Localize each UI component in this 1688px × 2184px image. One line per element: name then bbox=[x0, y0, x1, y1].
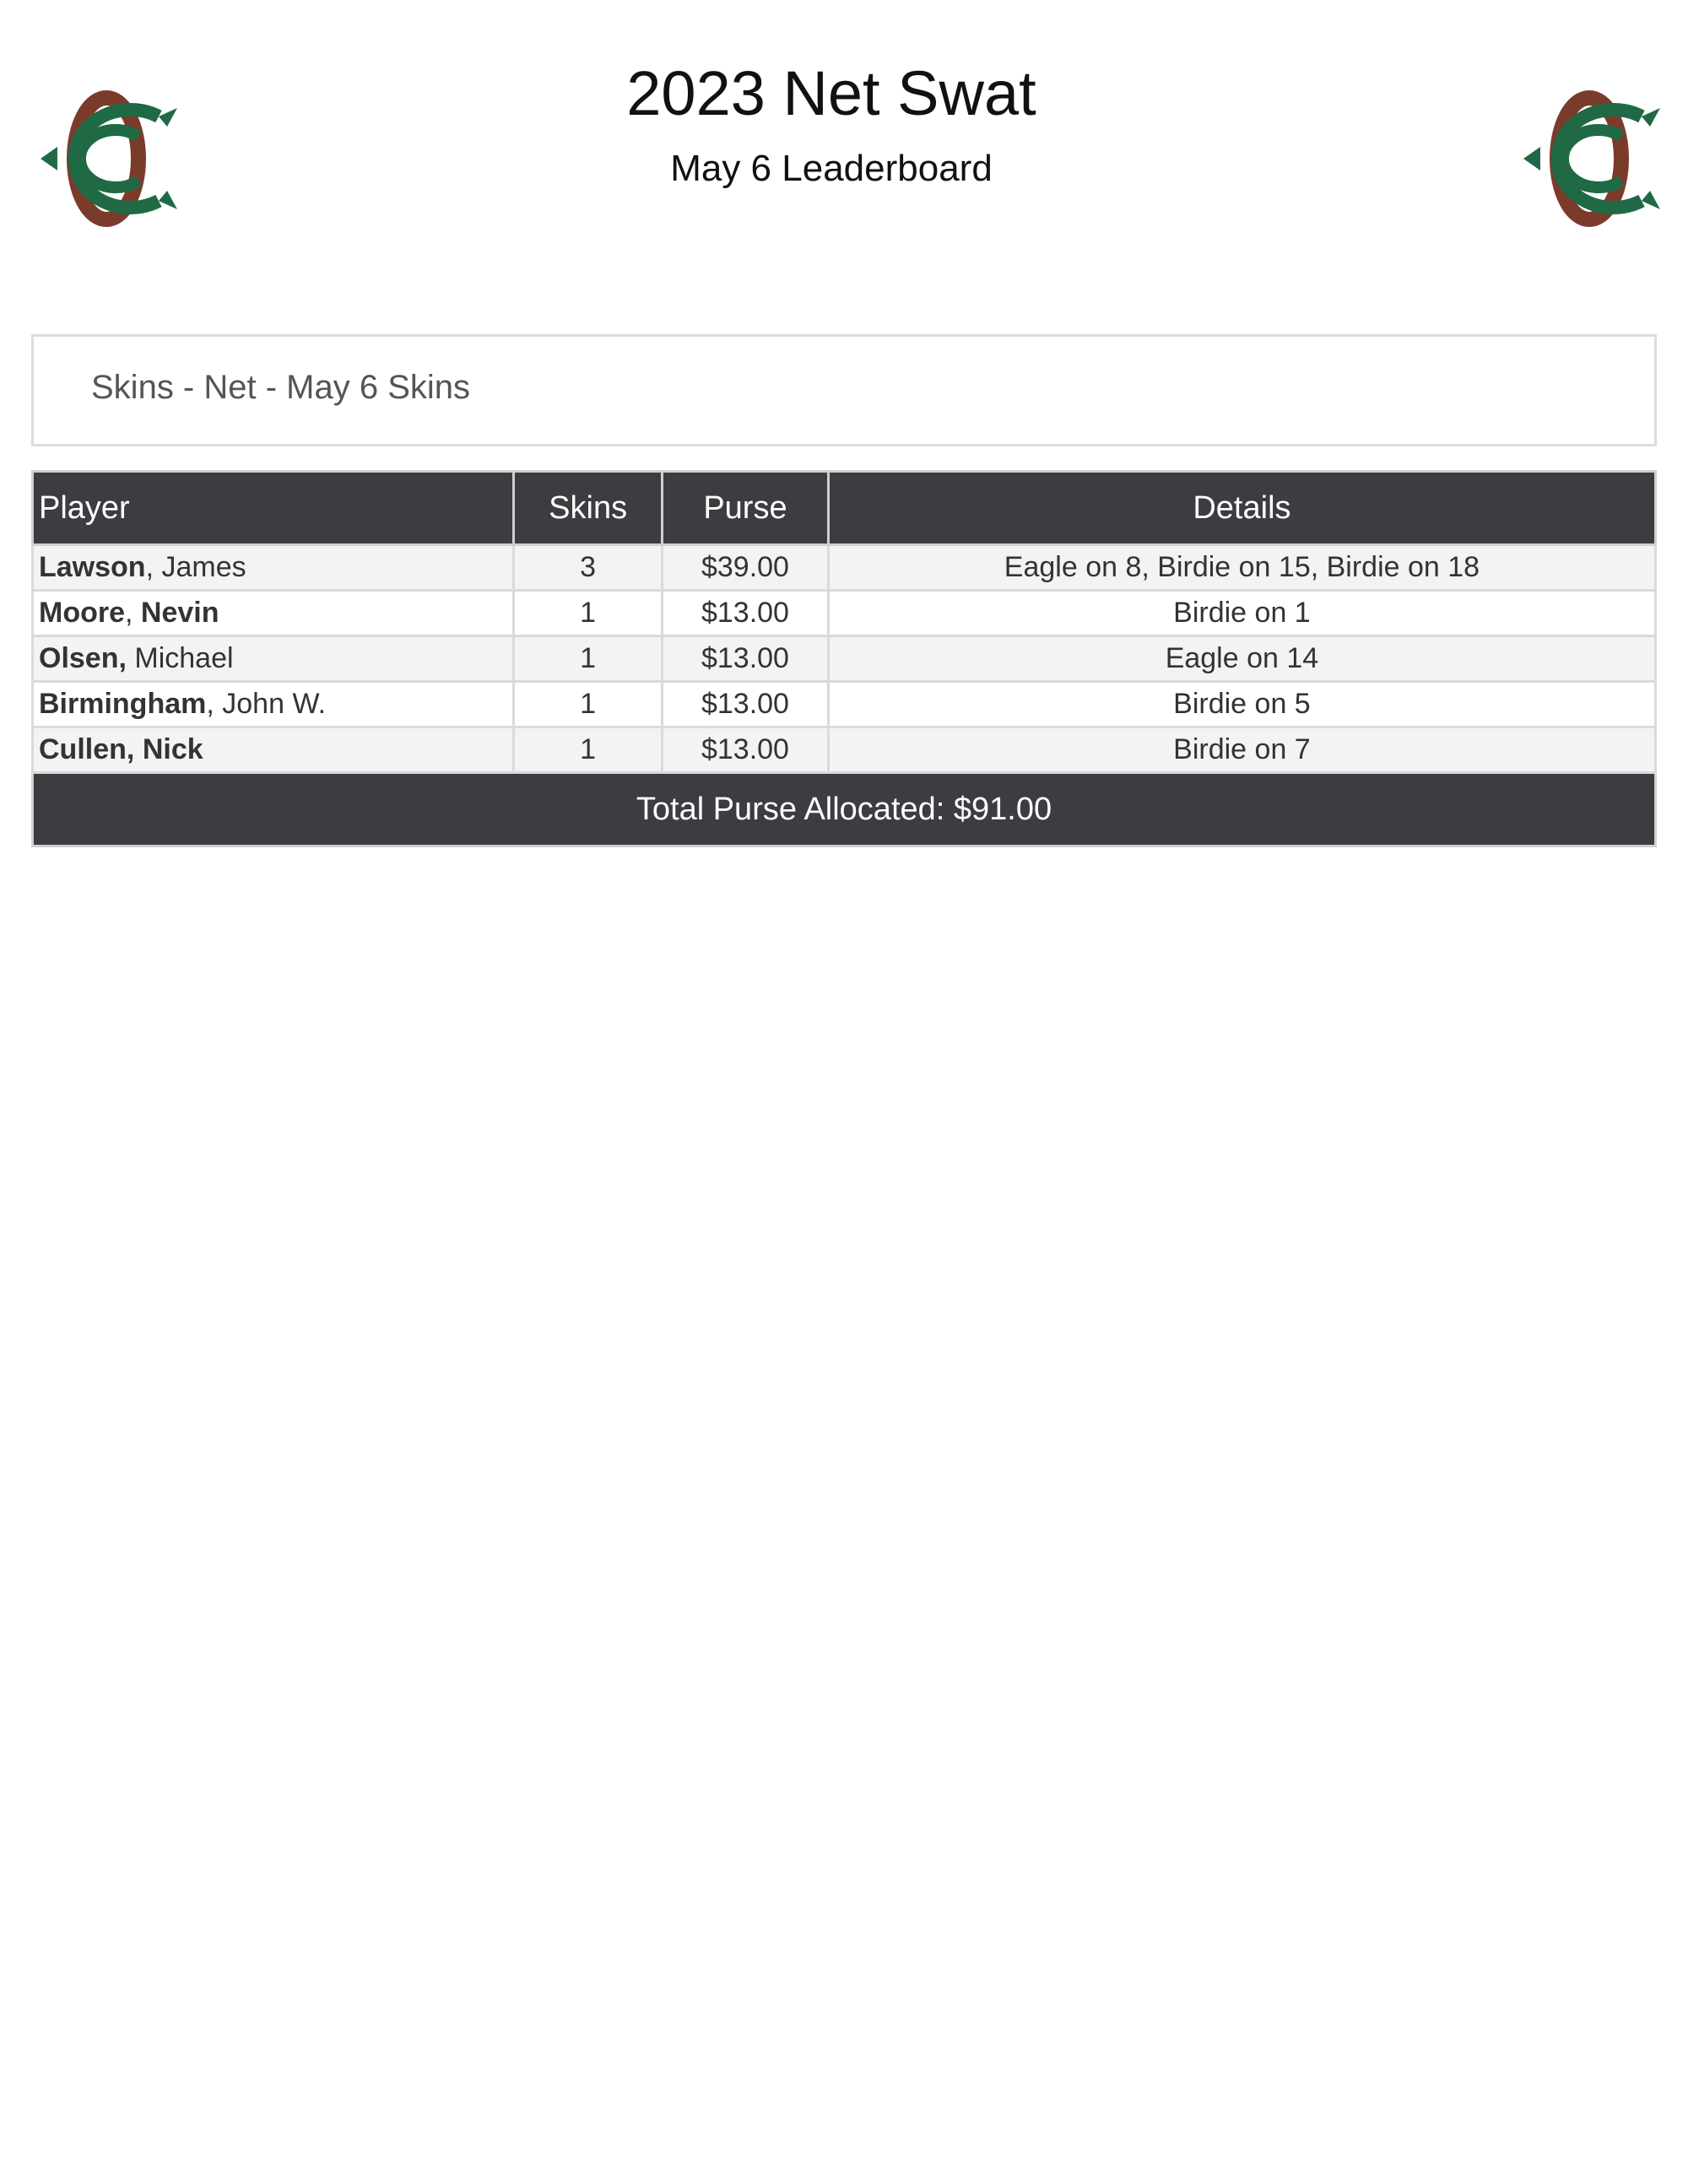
total-purse-label: Total Purse Allocated: $91.00 bbox=[33, 773, 1656, 846]
section-title: Skins - Net - May 6 Skins bbox=[91, 369, 471, 406]
player-first-name: John W. bbox=[222, 688, 327, 720]
player-cell: Moore, Nevin bbox=[33, 591, 514, 636]
purse-cell: $13.00 bbox=[663, 591, 829, 636]
player-last-name: Olsen bbox=[39, 642, 119, 674]
skins-cell: 1 bbox=[514, 591, 663, 636]
purse-cell: $13.00 bbox=[663, 727, 829, 773]
column-header-purse: Purse bbox=[663, 472, 829, 545]
purse-cell: $13.00 bbox=[663, 636, 829, 682]
player-first-name: Nevin bbox=[140, 597, 219, 629]
player-cell: Cullen, Nick bbox=[33, 727, 514, 773]
column-header-player: Player bbox=[33, 472, 514, 545]
details-cell: Birdie on 7 bbox=[828, 727, 1655, 773]
player-first-name: Nick bbox=[142, 733, 203, 765]
skins-cell: 1 bbox=[514, 682, 663, 727]
details-cell: Birdie on 5 bbox=[828, 682, 1655, 727]
table-header-row bbox=[33, 472, 1656, 545]
skins-cell: 3 bbox=[514, 545, 663, 591]
table-row bbox=[33, 591, 1656, 636]
skins-cell: 1 bbox=[514, 727, 663, 773]
column-header-skins: Skins bbox=[514, 472, 663, 545]
page-title: 2023 Net Swat bbox=[626, 58, 1036, 128]
player-cell: Olsen, Michael bbox=[33, 636, 514, 682]
column-header-details: Details bbox=[828, 472, 1655, 545]
total-row bbox=[33, 773, 1656, 846]
details-cell: Eagle on 14 bbox=[828, 636, 1655, 682]
club-logo-right bbox=[1515, 66, 1667, 251]
player-cell: Lawson, James bbox=[33, 545, 514, 591]
skins-leaderboard-table bbox=[31, 470, 1657, 847]
section-header-box bbox=[31, 334, 1657, 446]
player-last-name: Birmingham bbox=[39, 688, 207, 720]
player-first-name: James bbox=[161, 551, 246, 583]
purse-cell: $13.00 bbox=[663, 682, 829, 727]
player-first-name: Michael bbox=[134, 642, 234, 674]
table-row bbox=[33, 727, 1656, 773]
player-cell: Birmingham, John W. bbox=[33, 682, 514, 727]
purse-cell: $39.00 bbox=[663, 545, 829, 591]
table-row bbox=[33, 636, 1656, 682]
player-last-name: Moore bbox=[39, 597, 125, 629]
page-subtitle: May 6 Leaderboard bbox=[670, 148, 993, 189]
table-row bbox=[33, 545, 1656, 591]
page-header bbox=[0, 0, 1688, 270]
details-cell: Birdie on 1 bbox=[828, 591, 1655, 636]
skins-cell: 1 bbox=[514, 636, 663, 682]
player-last-name: Lawson bbox=[39, 551, 146, 583]
table-row bbox=[33, 682, 1656, 727]
details-cell: Eagle on 8, Birdie on 15, Birdie on 18 bbox=[828, 545, 1655, 591]
player-last-name: Cullen bbox=[39, 733, 127, 765]
